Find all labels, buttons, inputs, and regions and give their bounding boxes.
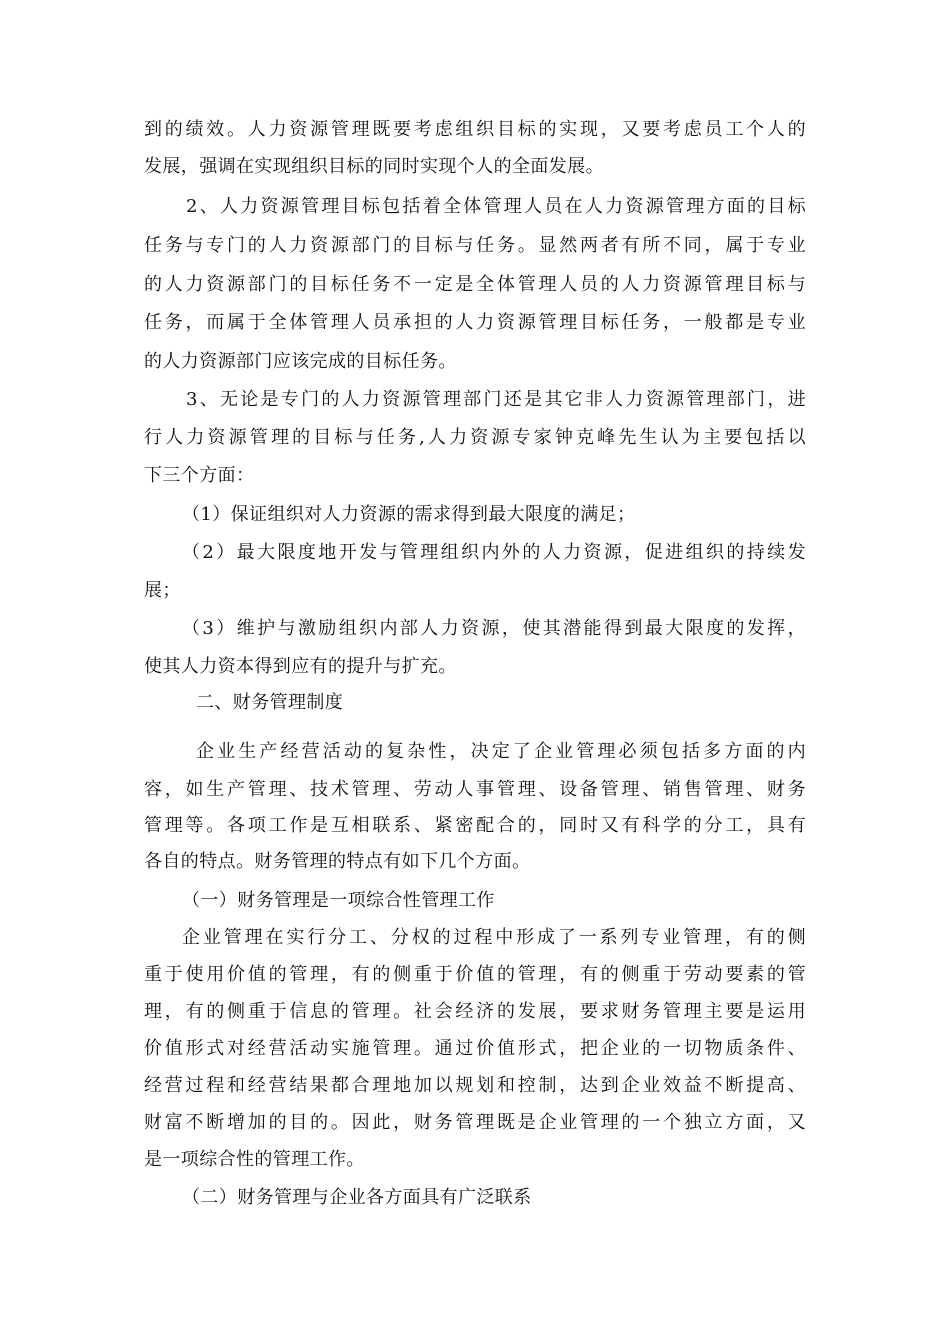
text-line: 企业生产经营活动的复杂性，决定了企业管理必须包括多方面的内: [196, 741, 806, 762]
text-line: 容，如生产管理、技术管理、劳动人事管理、设备管理、销售管理、财务: [144, 779, 806, 800]
list-item: （3）维护与激励组织内部人力资源，使其潜能得到最大限度的发挥，: [182, 618, 806, 639]
subsection-heading: （二）财务管理与企业各方面具有广泛联系: [182, 1187, 532, 1208]
section-heading: 二、财务管理制度: [196, 692, 344, 713]
text-line: 的人力资源部门应该完成的目标任务。: [144, 351, 457, 372]
text-line: 经营过程和经营结果都合理地加以规划和控制，达到企业效益不断提高、: [144, 1075, 806, 1096]
text-line: 到的绩效。人力资源管理既要考虑组织目标的实现，又要考虑员工个人的: [144, 119, 806, 140]
text-line: 行人力资源管理的目标与任务,人力资源专家钟克峰先生认为主要包括以: [144, 427, 806, 448]
text-line: 重于使用价值的管理，有的侧重于价值的管理，有的侧重于劳动要素的管: [144, 964, 806, 985]
list-item: （2）最大限度地开发与管理组织内外的人力资源，促进组织的持续发: [182, 542, 806, 563]
text-line: 理，有的侧重于信息的管理。社会经济的发展，要求财务管理主要是运用: [144, 1001, 806, 1022]
text-line: 发展，强调在实现组织目标的同时实现个人的全面发展。: [144, 156, 604, 177]
text-line: 任务与专门的人力资源部门的目标与任务。显然两者有所不同，属于专业: [144, 235, 806, 256]
text-line: 是一项综合性的管理工作。: [144, 1149, 365, 1170]
text-line: 2、人力资源管理目标包括着全体管理人员在人力资源管理方面的目标: [186, 196, 806, 217]
text-line: 3、无论是专门的人力资源管理部门还是其它非人力资源管理部门，进: [186, 389, 806, 410]
text-line: 的人力资源部门的目标任务不一定是全体管理人员的人力资源管理目标与: [144, 274, 806, 295]
text-line: 价值形式对经营活动实施管理。通过价值形式，把企业的一切物质条件、: [144, 1038, 806, 1059]
text-line: 企业管理在实行分工、分权的过程中形成了一系列专业管理，有的侧: [182, 927, 806, 948]
text-line: 下三个方面：: [144, 465, 255, 486]
text-line: 展；: [144, 580, 181, 601]
text-line: 管理等。各项工作是互相联系、紧密配合的，同时又有科学的分工，具有: [144, 815, 806, 836]
text-line: 使其人力资本得到应有的提升与扩充。: [144, 656, 457, 677]
text-line: 财富不断增加的目的。因此，财务管理既是企业管理的一个独立方面，又: [144, 1112, 806, 1133]
subsection-heading: （一）财务管理是一项综合性管理工作: [182, 890, 495, 911]
list-item: （1）保证组织对人力资源的需求得到最大限度的满足；: [182, 504, 636, 525]
text-line: 各自的特点。财务管理的特点有如下几个方面。: [144, 851, 531, 872]
text-line: 任务，而属于全体管理人员承担的人力资源管理目标任务，一般都是专业: [144, 312, 806, 333]
